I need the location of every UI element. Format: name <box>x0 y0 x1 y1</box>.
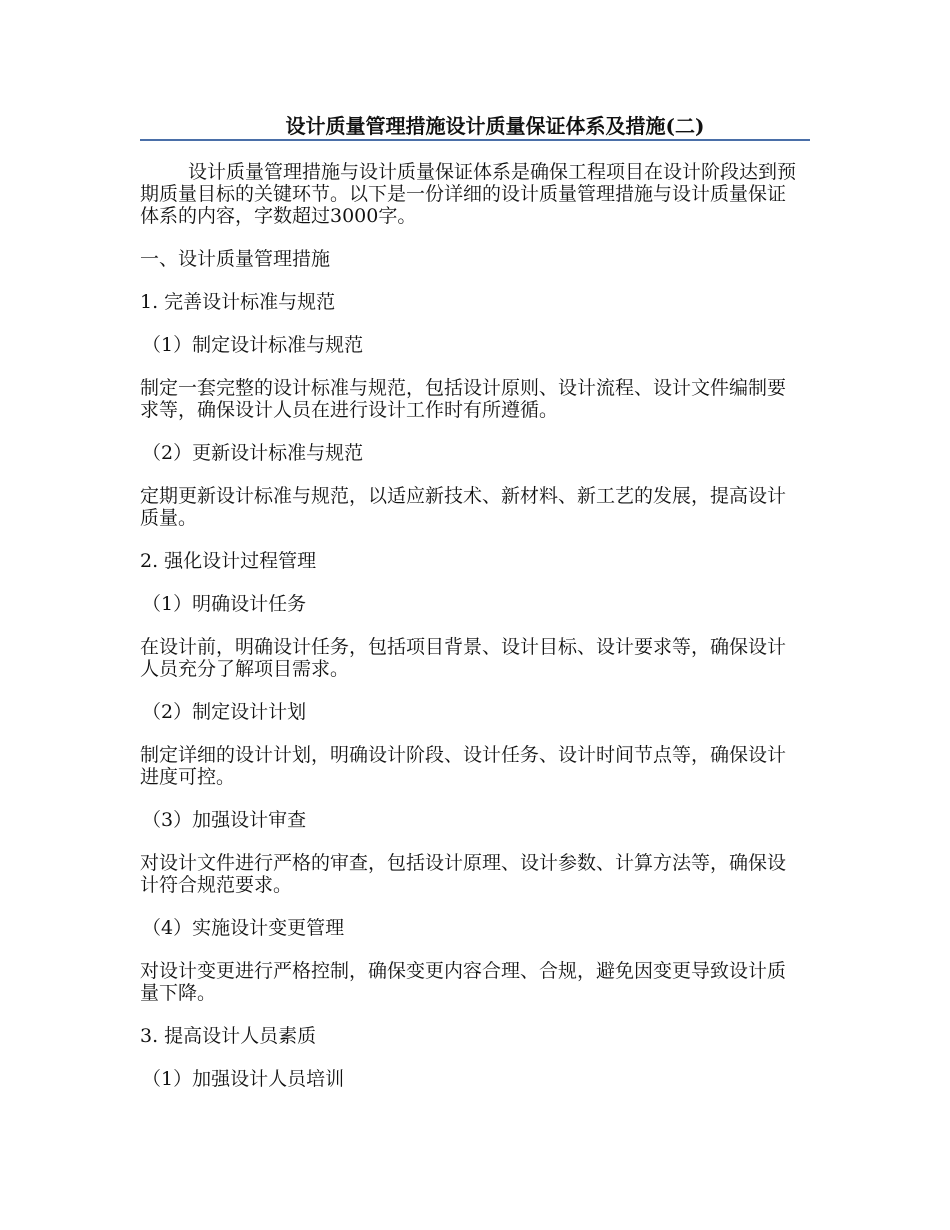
title-underline <box>140 139 810 141</box>
section-heading: 一、设计质量管理措施 <box>140 248 331 270</box>
item-heading: （4）实施设计变更管理 <box>142 917 345 939</box>
body-paragraph: 制定详细的设计计划，明确设计阶段、设计任务、设计时间节点等，确保设计进度可控。 <box>140 744 787 788</box>
item-heading: （2）制定设计计划 <box>142 701 307 723</box>
item-heading: （1）制定设计标准与规范 <box>142 334 364 356</box>
subsection-heading: 2. 强化设计过程管理 <box>140 550 317 572</box>
item-heading: （3）加强设计审查 <box>142 809 307 831</box>
subsection-heading: 1. 完善设计标准与规范 <box>140 291 336 313</box>
body-paragraph: 在设计前，明确设计任务，包括项目背景、设计目标、设计要求等，确保设计人员充分了解项目需求。 <box>140 636 787 680</box>
document-body <box>140 161 800 1111</box>
subsection-heading: 3. 提高设计人员素质 <box>140 1025 317 1047</box>
item-heading: （1）加强设计人员培训 <box>142 1068 345 1090</box>
intro-paragraph: 设计质量管理措施与设计质量保证体系是确保工程项目在设计阶段达到预期质量目标的关键环节。以下是一份详细的设计质量管理措施与设计质量保证体系的内容，字数超过3000字。 <box>140 161 797 227</box>
item-heading: （2）更新设计标准与规范 <box>142 442 364 464</box>
document-title: 设计质量管理措施设计质量保证体系及措施(二) <box>285 114 705 138</box>
item-heading: （1）明确设计任务 <box>142 593 307 615</box>
body-paragraph: 定期更新设计标准与规范，以适应新技术、新材料、新工艺的发展，提高设计质量。 <box>140 485 787 529</box>
body-paragraph: 对设计变更进行严格控制，确保变更内容合理、合规，避免因变更导致设计质量下降。 <box>140 960 787 1004</box>
body-paragraph: 对设计文件进行严格的审查，包括设计原理、设计参数、计算方法等，确保设计符合规范要求。 <box>140 852 787 896</box>
body-paragraph: 制定一套完整的设计标准与规范，包括设计原则、设计流程、设计文件编制要求等，确保设计人员在进行设计工作时有所遵循。 <box>140 377 787 421</box>
